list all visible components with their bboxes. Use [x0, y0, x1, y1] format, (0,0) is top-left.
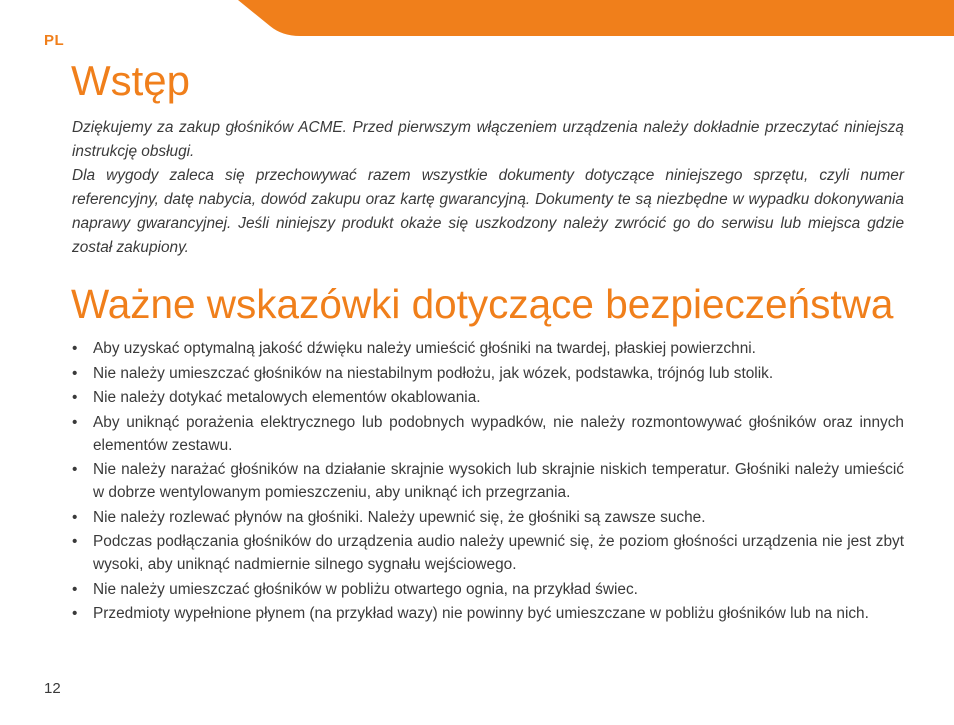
header-accent-shape	[238, 0, 954, 36]
list-item	[72, 386, 904, 409]
list-item	[72, 530, 904, 576]
intro-text	[72, 116, 904, 260]
list-item-text: Przedmioty wypełnione płynem (na przykład wazy) nie powinny być umieszczane w pobliżu głośników lub na nich.	[93, 605, 869, 622]
bullet-icon: •	[72, 413, 78, 431]
list-item	[72, 506, 904, 529]
list-item-text: Nie należy rozlewać płynów na głośniki. Należy upewnić się, że głośniki są zawsze suche.	[93, 508, 706, 526]
list-item-text: Nie należy narażać głośników na działanie skrajnie wysokich lub skrajnie niskich temperatur. Głośniki należy umieścić w dobrze wentylowanym pomieszczeniu, aby uniknąć ich przegrzania.	[93, 461, 904, 501]
header-accent-band	[0, 0, 954, 40]
list-item	[72, 411, 904, 457]
list-item	[72, 602, 904, 625]
safety-heading: Ważne wskazówki dotyczące bezpieczeństwa	[71, 281, 894, 327]
bullet-icon: •	[72, 340, 78, 357]
list-item	[72, 337, 904, 360]
list-item-text: Aby uniknąć porażenia elektrycznego lub podobnych wypadków, nie należy rozmontowywać głośników oraz innych elementów zestawu.	[93, 413, 904, 454]
bullet-icon: •	[72, 533, 78, 550]
list-item	[72, 362, 904, 385]
language-code: PL	[44, 32, 65, 49]
list-item-text: Nie należy dotykać metalowych elementów okablowania.	[93, 389, 481, 406]
list-item-text: Podczas podłączania głośników do urządzenia audio należy upewnić się, że poziom głośności urządzenia nie jest zbyt wysoki, aby uniknąć nadmiernie silnego sygnału wejściowego.	[93, 533, 904, 573]
bullet-icon: •	[72, 389, 78, 406]
bullet-icon: •	[72, 605, 78, 622]
intro-heading: Wstęp	[71, 57, 191, 104]
list-item	[72, 578, 904, 601]
safety-instructions-list	[72, 337, 904, 627]
list-item	[72, 458, 904, 504]
intro-paragraph: Dla wygody zaleca się przechowywać razem wszystkie dokumenty dotyczące niniejszego sprzętu, czyli numer referencyjny, datę nabycia, dowód zakupu oraz kartę gwarancyjną. Dokumenty te są niezbędne w wypadku dokonywania naprawy gwarancyjnej. Jeśli niniejszy produkt okaże się uszkodzony należy zwrócić go do serwisu lub miejsca gdzie został zakupiony.	[72, 167, 904, 256]
intro-paragraph: Dziękujemy za zakup głośników ACME. Przed pierwszym włączeniem urządzenia należy dokładnie przeczytać niniejszą instrukcję obsługi.	[72, 119, 904, 160]
bullet-icon: •	[72, 461, 78, 478]
page-number: 12	[44, 680, 61, 697]
bullet-icon: •	[72, 580, 78, 598]
bullet-icon: •	[72, 364, 78, 382]
list-item-text: Aby uzyskać optymalną jakość dźwięku należy umieścić głośniki na twardej, płaskiej powierzchni.	[93, 340, 756, 357]
list-item-text: Nie należy umieszczać głośników na niestabilnym podłożu, jak wózek, podstawka, trójnóg lub stolik.	[93, 364, 774, 382]
bullet-icon: •	[72, 508, 78, 526]
list-item-text: Nie należy umieszczać głośników w pobliżu otwartego ognia, na przykład świec.	[93, 580, 638, 598]
